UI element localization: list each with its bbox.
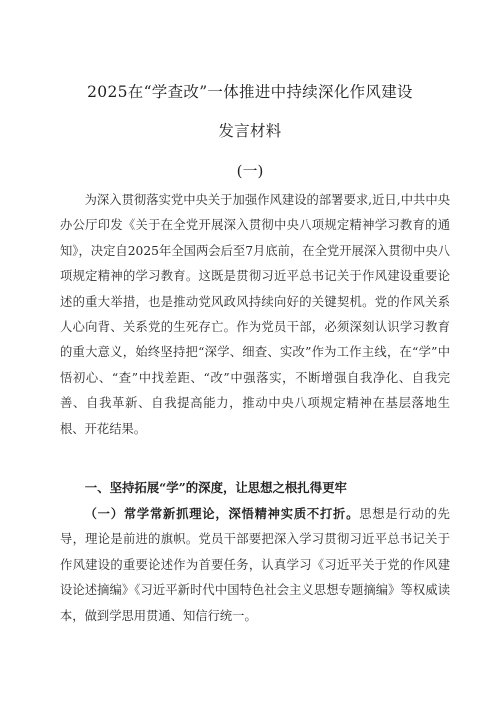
- body-section-2: [60, 501, 450, 629]
- document-title-line2: 发言材料: [218, 122, 282, 140]
- subheading-1: （一）常学常新抓理论，深悟精神实质不打折。: [84, 506, 360, 521]
- document-title-line1: 2025在“学查改”一体推进中持续深化作风建设: [87, 83, 413, 101]
- paragraph-2-text: 思想是行动的先导，理论是前进的旗帜。党员干部要把深入学习贯彻习近平总书记关于作风建设的重要论述作为首要任务，认真学习《习近平关于党的作风建设论述摘编》《习近平新时代中国特色社会主义思想专题摘编》等权威读本，做到学思用贯通、知信行统一。: [60, 507, 450, 623]
- section-number: (一): [236, 162, 264, 180]
- heading-1: 一、坚持拓展“学”的深度，让思想之根扎得更牢: [84, 480, 347, 495]
- paragraph-2: [60, 501, 450, 629]
- body-section-1: [60, 188, 450, 442]
- paragraph-1: 为深入贯彻落实党中央关于加强作风建设的部署要求,近日,中共中央办公厅印发《关于在全党开展深入贯彻中央八项规定精神学习教育的通知》，决定自2025年全国两会后至7月底前，在全党开展深入贯彻中央八项规定精神的学习教育。这既是贯彻习近平总书记关于作风建设重要论述的重大举措，也是推动党风政风持续向好的关键契机。党的作风关系人心向背、关系党的生死存亡。作为党员干部，必须深刻认识学习教育的重大意义，始终坚持把“深学、细查、实改”作为工作主线，在“学”中悟初心、“查”中找差距、“改”中强落实，不断增强自我净化、自我完善、自我革新、自我提高能力，推动中央八项规定精神在基层落地生根、开花结果。: [60, 193, 450, 436]
